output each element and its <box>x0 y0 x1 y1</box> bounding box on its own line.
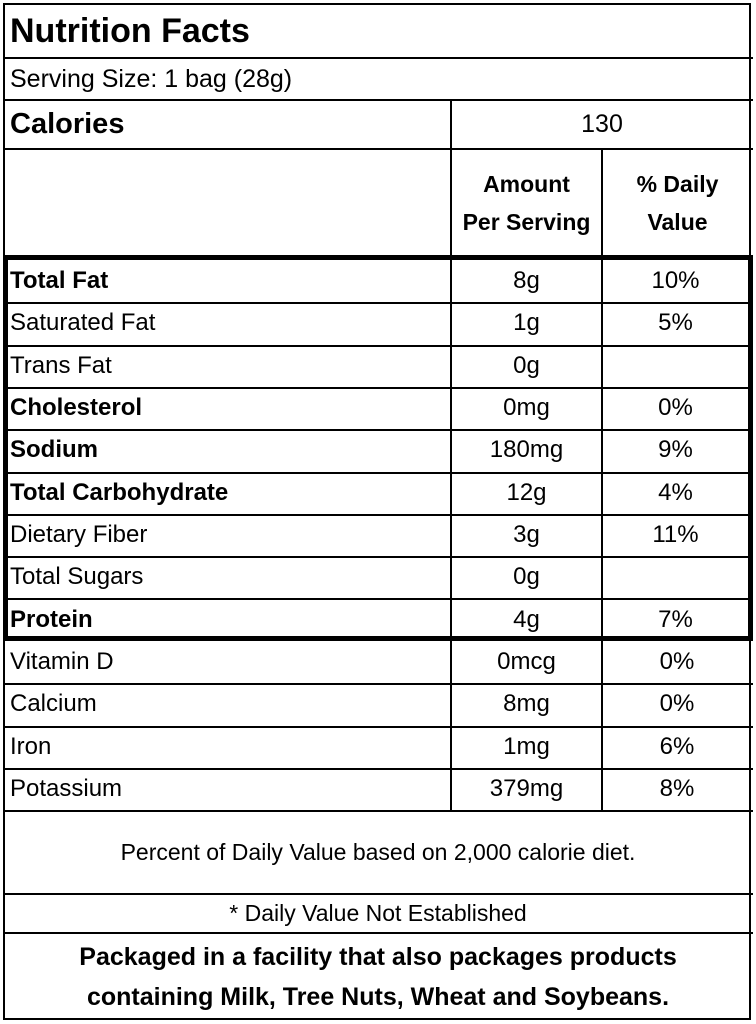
vitamin-amount: 1mg <box>503 732 550 760</box>
nutrient-name: Dietary Fiber <box>10 520 148 548</box>
vitamin-amount: 0mcg <box>497 648 556 676</box>
divider <box>601 148 603 256</box>
calories-value: 130 <box>581 110 623 138</box>
column-header-amount <box>452 150 601 255</box>
vitamin-daily-value: 0% <box>659 648 695 676</box>
column-header-dv-line1: % Daily <box>636 170 719 197</box>
vitamin-name: Calcium <box>10 690 97 718</box>
nutrient-name: Total Sugars <box>10 563 144 591</box>
nutrient-name: Trans Fat <box>10 351 112 379</box>
footnote-daily-value: Percent of Daily Value based on 2,000 calorie diet. <box>120 838 636 865</box>
divider <box>450 148 452 256</box>
nutrient-amount: 0g <box>513 351 540 379</box>
vitamin-amount: 8mg <box>503 690 550 718</box>
divider <box>601 641 603 810</box>
nutrients-box <box>3 255 753 641</box>
footnote-not-established: * Daily Value Not Established <box>229 900 527 926</box>
nutrient-amount: 3g <box>513 520 540 548</box>
nutrient-name: Total Fat <box>10 267 109 295</box>
nutrient-name: Total Carbohydrate <box>10 478 229 506</box>
nutrient-daily-value: 11% <box>652 520 699 548</box>
vitamin-amount: 379mg <box>489 775 564 803</box>
nutrient-amount: 0g <box>513 563 540 591</box>
calories-label: Calories <box>10 108 125 140</box>
allergen-line-1: Packaged in a facility that also packages products <box>79 943 677 971</box>
nutrient-amount: 12g <box>506 478 547 506</box>
vitamin-name: Iron <box>10 732 52 760</box>
column-header-daily-value <box>603 150 752 255</box>
nutrient-amount: 1g <box>513 309 540 337</box>
allergen-statement <box>5 934 751 1020</box>
nutrient-name: Protein <box>10 605 93 633</box>
serving-size: Serving Size: 1 bag (28g) <box>10 64 293 93</box>
vitamin-daily-value: 0% <box>659 690 695 718</box>
vitamin-name: Potassium <box>10 775 123 803</box>
vitamin-daily-value: 8% <box>659 775 695 803</box>
nutrient-name: Sodium <box>10 436 98 464</box>
nutrient-amount: 0mg <box>503 394 550 422</box>
nutrient-daily-value: 5% <box>658 309 693 337</box>
nutrient-daily-value: 4% <box>658 478 693 506</box>
column-header-amount-line2: Per Serving <box>462 208 591 235</box>
nutrient-name: Saturated Fat <box>10 309 156 337</box>
divider <box>450 100 452 148</box>
nutrient-amount: 4g <box>513 605 540 633</box>
nutrient-daily-value: 9% <box>658 436 693 464</box>
nutrient-name: Cholesterol <box>10 394 143 422</box>
divider <box>450 641 452 810</box>
allergen-line-2: containing Milk, Tree Nuts, Wheat and Soybeans. <box>86 983 670 1011</box>
nutrient-daily-value: 7% <box>658 605 693 633</box>
nutrient-amount: 8g <box>513 267 540 295</box>
column-header-amount-line1: Amount <box>483 170 570 197</box>
nutrient-daily-value: 10% <box>651 267 700 295</box>
label-title: Nutrition Facts <box>10 11 250 50</box>
nutrient-daily-value: 0% <box>658 394 693 422</box>
column-header-dv-line2: Value <box>647 208 708 235</box>
vitamin-name: Vitamin D <box>10 648 114 676</box>
nutrient-amount: 180mg <box>489 436 564 464</box>
vitamin-daily-value: 6% <box>659 732 695 760</box>
